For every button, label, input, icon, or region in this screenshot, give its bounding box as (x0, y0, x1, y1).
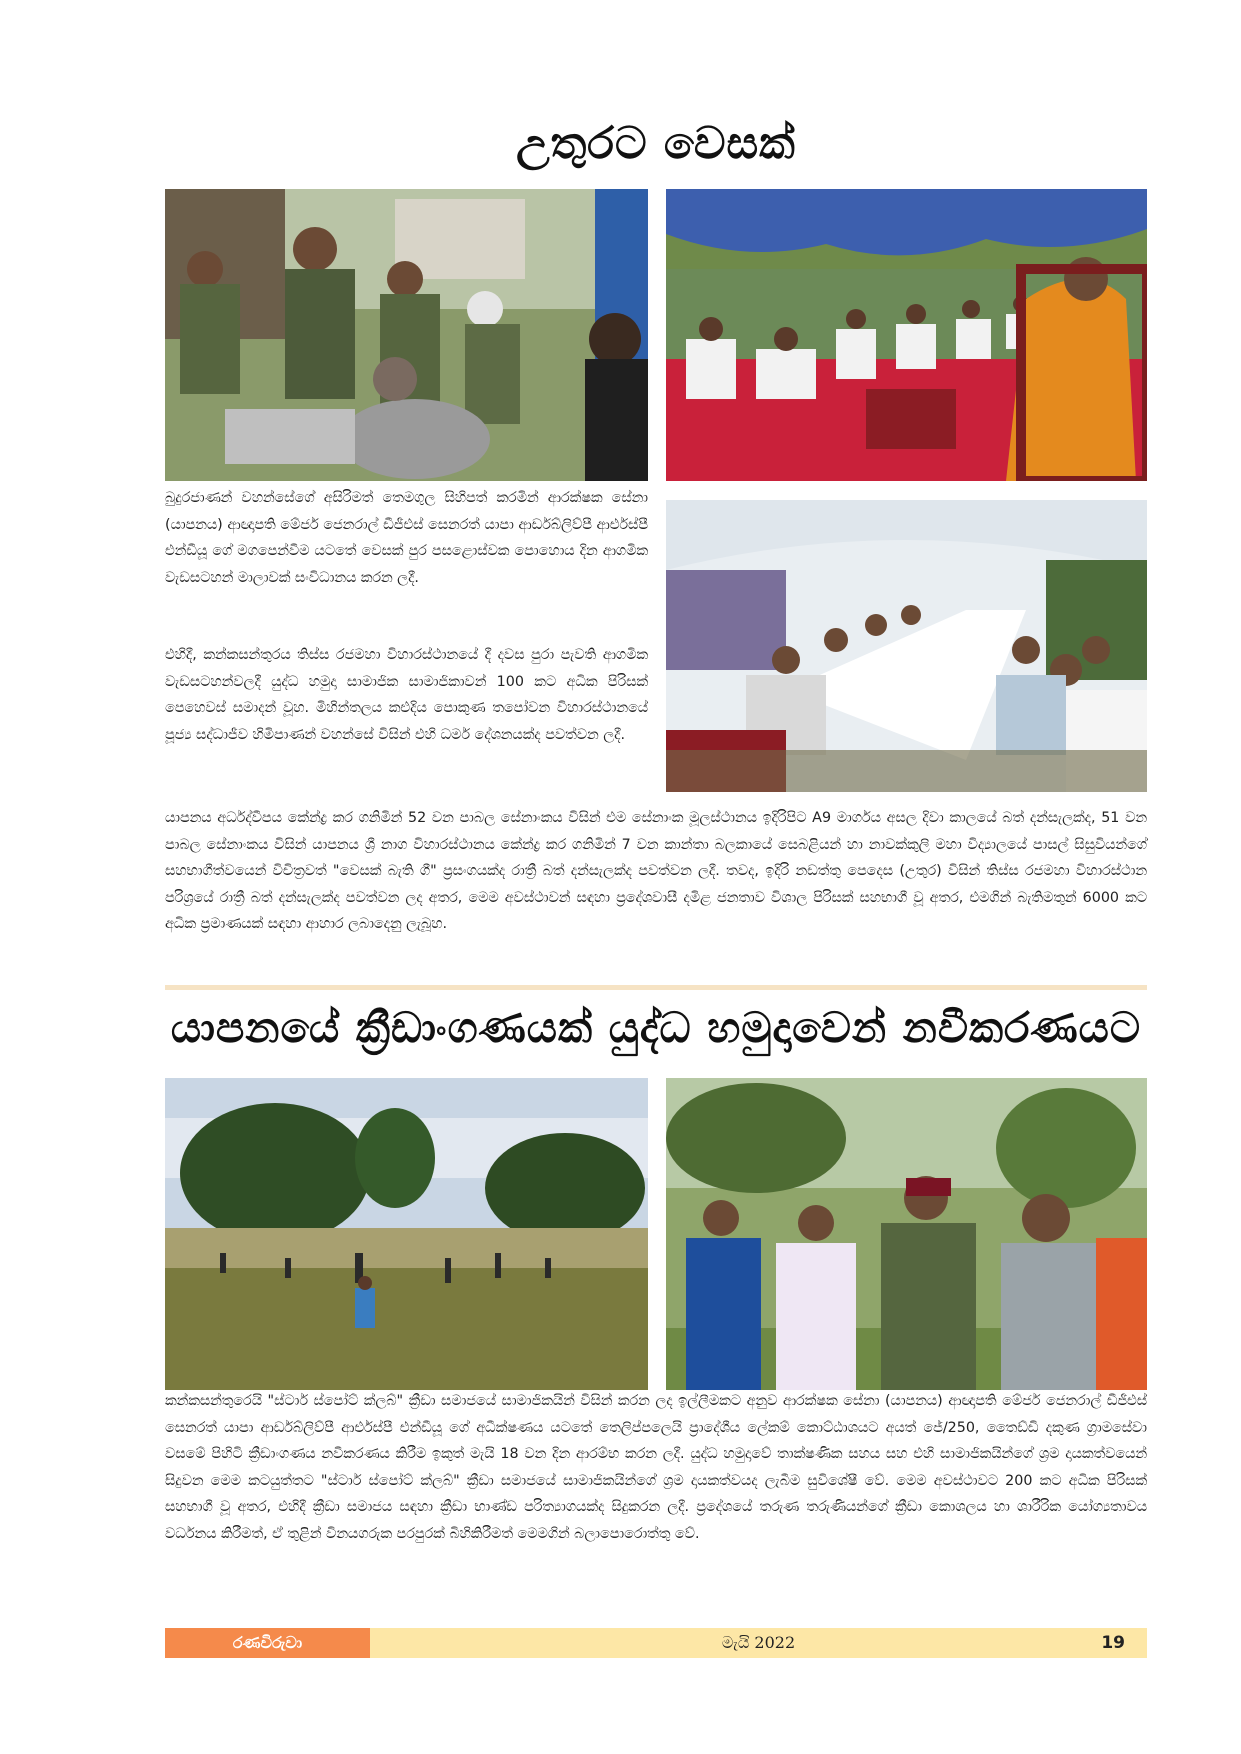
photo-ground-clearing (165, 1078, 648, 1390)
article-title-vesak: උතුරට වෙසක් (516, 118, 796, 169)
article1-paragraph-3: යාපනය අර්ධද්වීපය කේන්ද්‍ර කර ගනිමින් 52 වන පාබල සේනාංකය විසින් එම සේනාංක මූලස්ථානය ඉදිරිපිට A9 මාර්ගය අසල දිවා කාලයේ බත් දන්සැලක්ද, 51 වන පාබල සේනාංකය විසින් යාපනය ශ්‍රී නාග විහාරස්ථානය කේන්ද්‍ර කර ගනිමින් 7 වන කාන්තා බලකායේ සෙබළියන් හා නාවක්කුලි මහා විද්‍යාලයේ පාසල් සිසුවියන්ගේ සහභාගීත්වයෙන් විචිත්‍රවත් "වෙසක් බැති ගී" ප්‍රසංගයක්ද රාත්‍රී බත් දන්සැලක්ද පවත්වන ලදී. තවද, ඉදිරි නඩත්තු පෙදෙස (උතුර) විසින් තිස්ස රජමහා විහාරස්ථාන පරිශ්‍රයේ රාත්‍රී බත් දන්සැලක්ද පවත්වන ලද අතර, මෙම අවස්ථාවන් සඳහා ප්‍රදේශවාසී දමිළ ජනතාව විශාල පිරිසක් සහභාගී වූ අතර, එමගින් බැතිමතුන් 6000 කට අධික ප්‍රමාණයක් සඳහා ආහාර ලබාදෙනු ලැබූහ. (165, 810, 1147, 932)
photo-monk-sermon (666, 189, 1147, 481)
article1-paragraph-1: බුදුරජාණන් වහන්සේගේ අසිරිමත් තෙමගුල සිහිපත් කරමින් ආරක්ෂක සේනා (යාපනය) ආඥාපති මේජර් ජෙනරාල් ඩීජීඑස් සෙනරත් යාපා ආර්ඩබ්ලිව්පී ආර්එස්පී එන්ඩීයූ ගේ මගපෙන්වීම යටතේ වෙසක් පුර පසළොස්වක පොහොය දින ආගමික වැඩසටහන් මාලාවක් සංවිධානය කරන ලදී. (165, 490, 648, 586)
magazine-name: රණවිරුවා (165, 1628, 370, 1658)
photo-dansala-tables (666, 500, 1147, 792)
article1-paragraph-2: එහිදී, කන්කසන්තුරය තිස්ස රජමහා විහාරස්ථානයේ දී දවස පුරා පැවති ආගමික වැඩසටහන්වලදී යුද්ධ හමුදා සාමාජික සාමාජිකාවන් 100 කට අධික පිරිසක් පෙහෙවස් සමාදන් වූහ. මිහින්තලය කළුදිය පොකුණ තපෝවන විහාරස්ථානයේ පූජ්‍ය සද්ධාජීව හිමිපාණන් වහන්සේ විසින් එහි ධර්ම දේශනයක්ද පවත්වන ලදී. (165, 647, 648, 743)
photo-soldiers-dansala (165, 189, 648, 481)
article2-paragraph: කන්කසන්තුරෙයි "ස්ටාර් ස්පෝට් ක්ලබ්" ක්‍රීඩා සමාජයේ සාමාජිකයින් විසින් කරන ලද ඉල්ලීමකට අනුව ආරක්ෂක සේනා (යාපනය) ආඥාපති මේජර් ජෙනරාල් ඩීජීඑස් සෙනරත් යාපා ආර්ඩබ්ලිව්පී ආර්එස්පී එන්ඩීයූ ගේ අධීක්ෂණය යටතේ තෙලිප්පලෙයි ප්‍රාදේශීය ලේකම් කොට්ඨාශයට අයත් ජේ/250, තෛඩ්ඩි දකුණ ග්‍රාමසේවා වසමේ පිහිටි ක්‍රීඩාංගණය නවීකරණය කිරීම ඉකුත් මැයි 18 වන දින ආරම්භ කරන ලදී. යුද්ධ හමුදාවේ තාක්ෂණික සහය සහ එහි සාමාජිකයින්ගේ ශ්‍රම දායකත්වයෙන් සිදුවන මෙම කටයුත්තට "ස්ටාර් ස්පෝට් ක්ලබ්" ක්‍රීඩා සමාජයේ සාමාජිකයින්ගේ ශ්‍රම දායකත්වයද ලැබීම සුවිශේෂී වේ. මෙම අවස්ථාවට 200 කට අධික පිරිසක් සහභාගී වූ අතර, එහිදී ක්‍රීඩා සමාජය සඳහා ක්‍රීඩා භාණ්ඩ පරිත්‍යාගයක්ද සිදුකරන ලදී. ප්‍රදේශයේ තරුණ තරුණියන්ගේ ක්‍රීඩා කොශලය හා ශාරීරික යෝග්‍යතාවය වර්ධනය කිරීමත්, ඒ තුළින් විනයගරුක පරපුරක් බිහිකිරීමත් මෙමගින් බලාපොරොත්තු වේ. (165, 1393, 1147, 1542)
page-footer (165, 1628, 1147, 1658)
page-number: 19 (1101, 1633, 1125, 1653)
article-title-playground: යාපනයේ ක්‍රීඩාංගණයක් යුද්ධ හමුදාවෙන් නවීකරණයට (170, 1003, 1142, 1052)
footer-band (370, 1628, 1147, 1658)
section-divider (165, 985, 1147, 990)
issue-date: මැයි 2022 (721, 1633, 796, 1652)
photo-commander-club (666, 1078, 1147, 1390)
